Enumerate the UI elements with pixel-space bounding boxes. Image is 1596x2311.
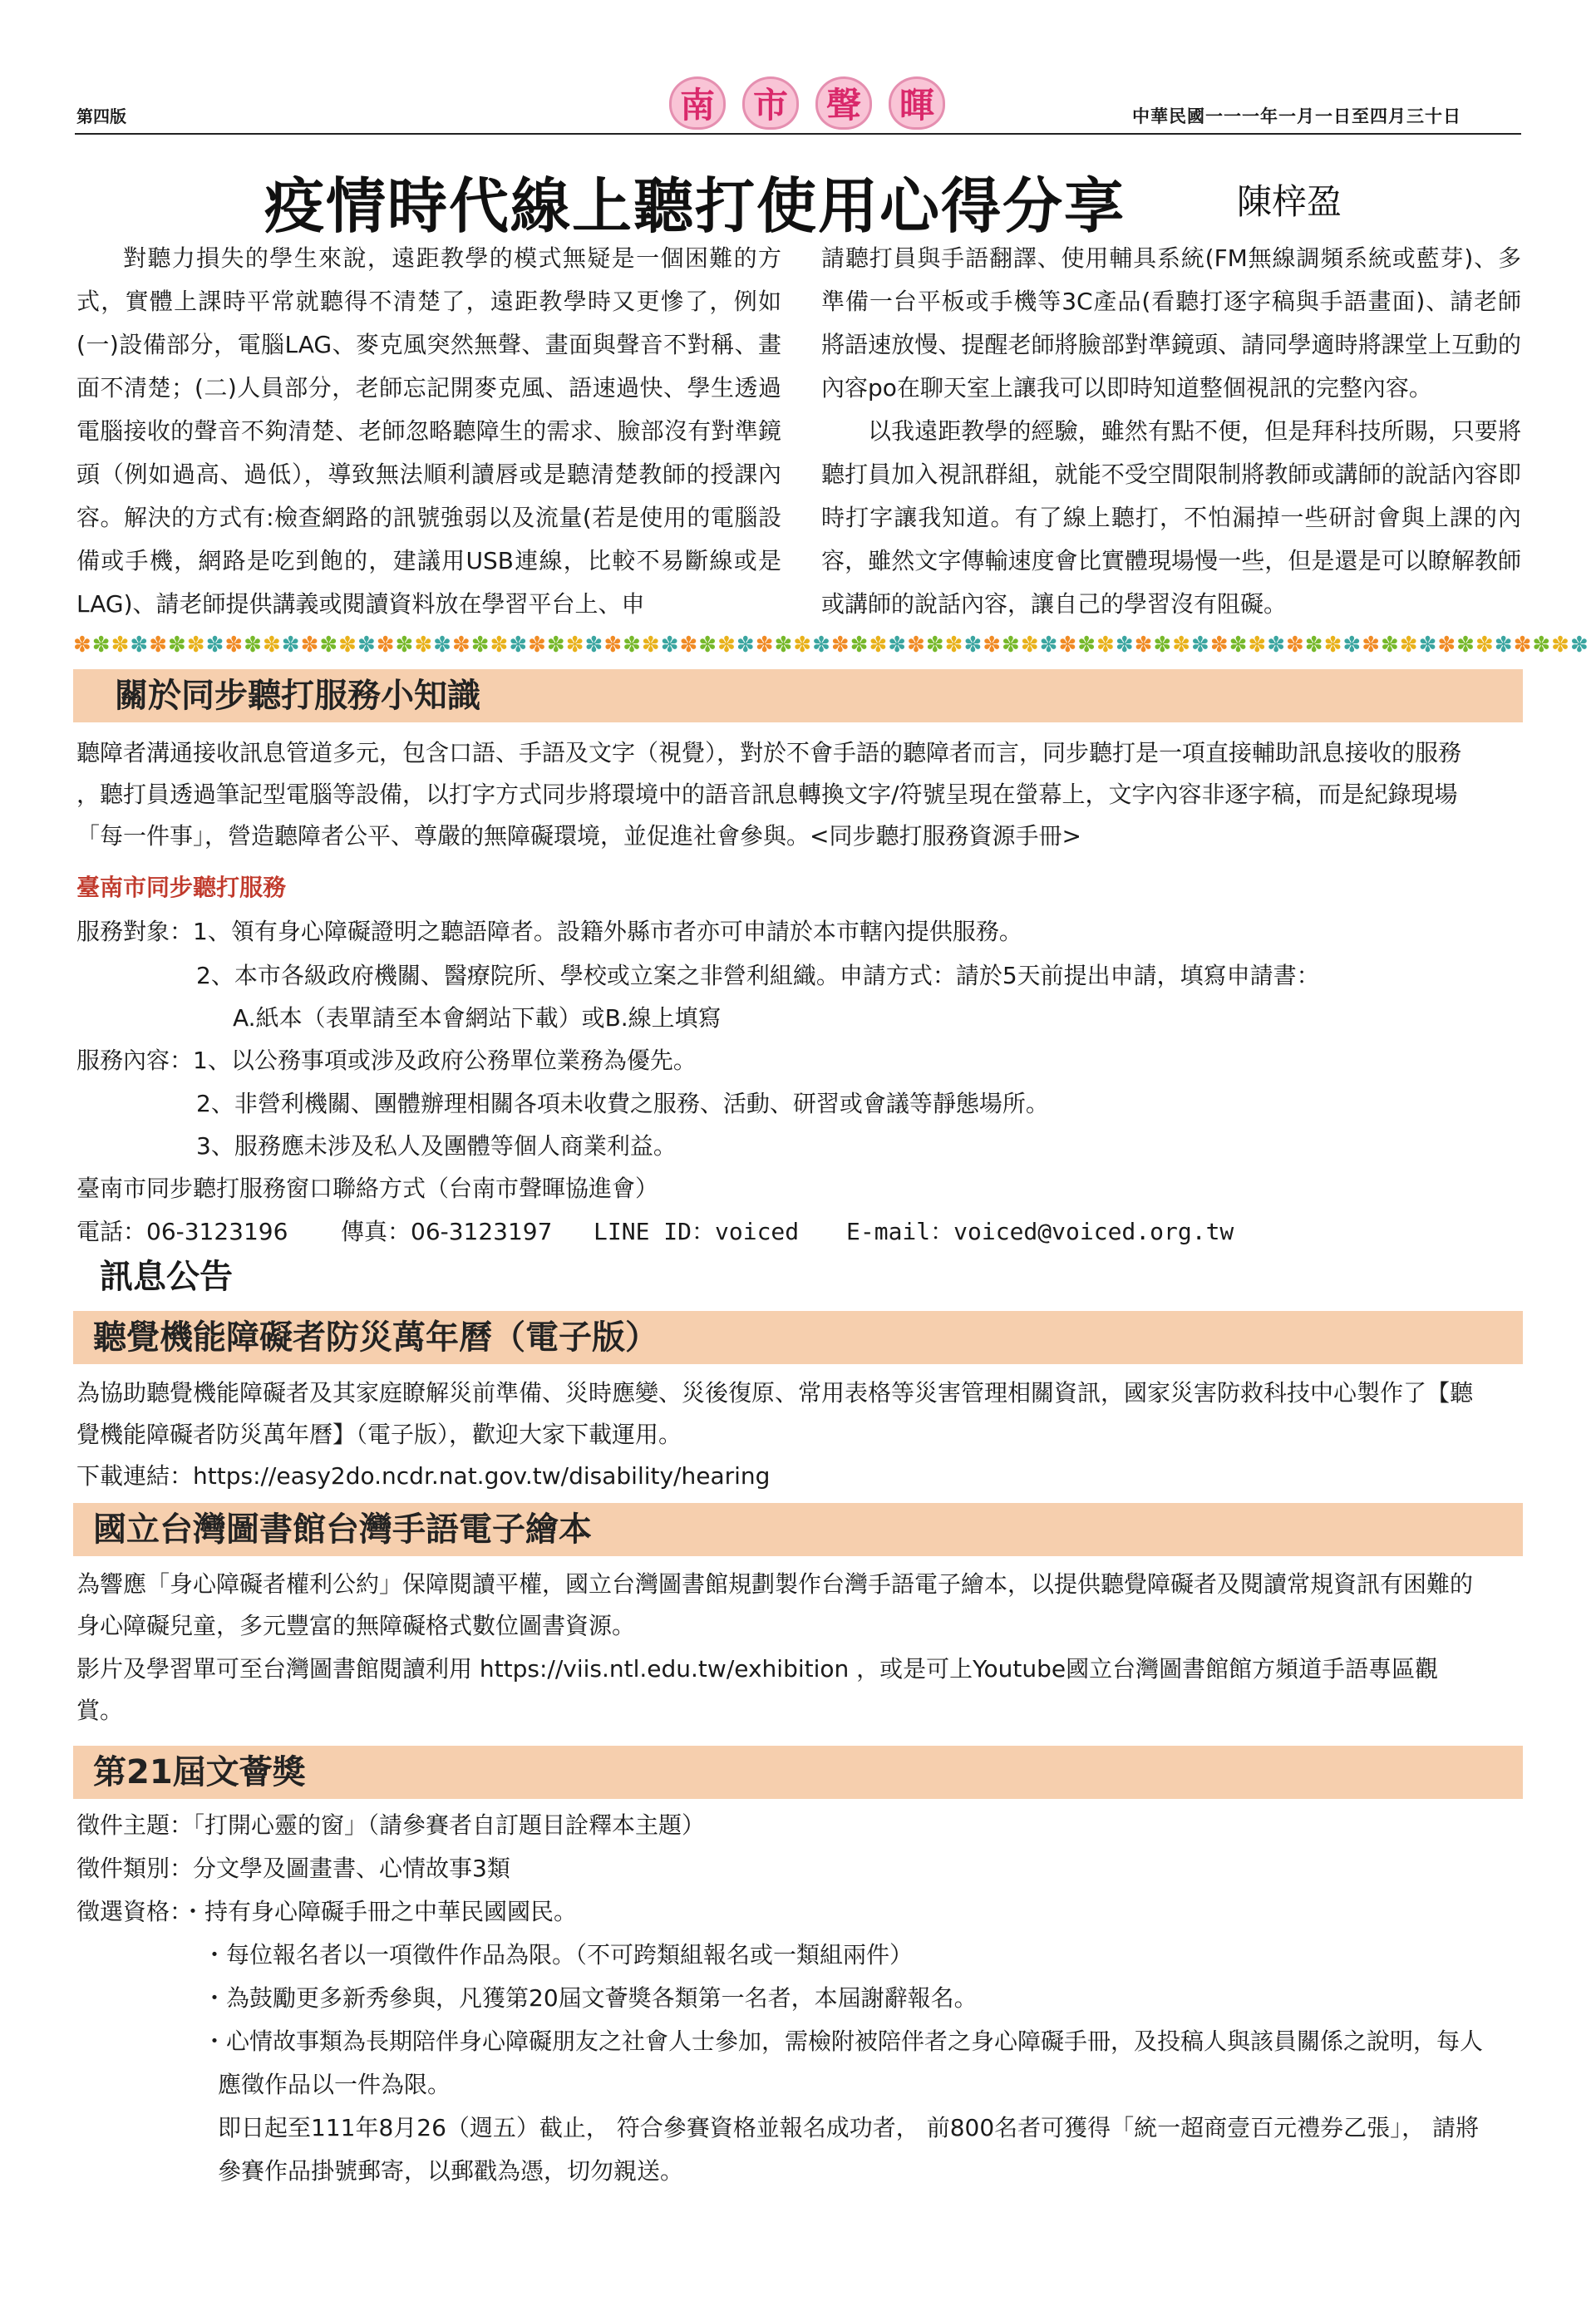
masthead: [669, 71, 943, 133]
section-text: 覺機能障礙者防災萬年曆】（電子版），歡迎大家下載運用。: [76, 1421, 682, 1448]
flower-glyph: ✽: [793, 633, 813, 658]
flower-glyph: ✽: [983, 633, 1002, 658]
flower-glyph: ✽: [1153, 633, 1173, 658]
section-text: 為響應「身心障礙者權利公約」保障閱讀平權，國立台灣圖書館規劃製作台灣手語電子繪本，以提供聽覺障礙者及閱讀常規資訊有困難的: [76, 1570, 1474, 1598]
section-text: 身心障礙兒童，多元豐富的無障礙格式數位圖書資源。: [76, 1612, 636, 1639]
flower-glyph: ✽: [1323, 633, 1343, 658]
flower-glyph: ✽: [338, 633, 357, 658]
flower-glyph: ✽: [603, 633, 623, 658]
contact-email: E-mail：voiced@voiced.org.tw: [846, 1218, 1234, 1245]
flower-glyph: ✽: [1494, 633, 1514, 658]
flower-glyph: ✽: [679, 633, 699, 658]
flower-glyph: ✽: [1418, 633, 1438, 658]
flower-glyph: ✽: [414, 633, 434, 658]
award-line: 徵選資格：・持有身心障礙手冊之中華民國國民。: [76, 1898, 578, 1925]
flower-glyph: ✽: [1115, 633, 1135, 658]
service-line: 臺南市同步聽打服務窗口聯絡方式（台南市聲暉協進會）: [76, 1175, 659, 1202]
flower-glyph: ✽: [1134, 633, 1154, 658]
article-right-column: [821, 237, 1521, 626]
flower-glyph: ✽: [130, 633, 150, 658]
section-text: 「每一件事」，營造聽障者公平、尊嚴的無障礙環境，並促進社會參與。<同步聽打服務資源手冊>: [76, 822, 1081, 850]
flower-glyph: ✽: [167, 633, 187, 658]
flower-glyph: ✽: [1532, 633, 1552, 658]
flower-glyph: ✽: [963, 633, 983, 658]
flower-glyph: ✽: [1513, 633, 1533, 658]
flower-glyph: ✽: [1551, 633, 1570, 658]
flower-glyph: ✽: [1380, 633, 1400, 658]
flower-glyph: ✽: [300, 633, 320, 658]
flower-glyph: ✽: [565, 633, 585, 658]
flower-glyph: ✽: [244, 633, 263, 658]
service-line: 3、服務應未涉及私人及團體等個人商業利益。: [196, 1132, 677, 1160]
flower-glyph: ✽: [1437, 633, 1457, 658]
flower-glyph: ✽: [1304, 633, 1324, 658]
flower-glyph: ✽: [1362, 633, 1381, 658]
section-text: 為協助聽覺機能障礙者及其家庭瞭解災前準備、災時應變、災後復原、常用表格等災害管理相關資訊，國家災害防救科技中心製作了【聽: [76, 1379, 1474, 1407]
flower-glyph: ✽: [1058, 633, 1078, 658]
flower-glyph: ✽: [376, 633, 396, 658]
flower-glyph: ✽: [1191, 633, 1210, 658]
flower-glyph: ✽: [73, 633, 92, 658]
flower-glyph: ✽: [1002, 633, 1021, 658]
article-title: 疫情時代線上聽打使用心得分享: [264, 171, 1126, 241]
flower-glyph: ✽: [1399, 633, 1419, 658]
service-line: 服務內容：1、以公務事項或涉及政府公務單位業務為優先。: [76, 1047, 697, 1074]
flower-glyph: ✽: [1039, 633, 1059, 658]
header-rule: [75, 133, 1521, 135]
publication-date: 中華民國一一一年一月一日至四月三十日: [1132, 106, 1461, 126]
article-paragraph: 以我遠距教學的經驗，雖然有點不便，但是拜科技所賜，只要將聽打員加入視訊群組，就能不受空間限制將教師或講師的說話內容即時打字讓我知道。有了線上聽打，不怕漏掉一些研討會與上課的內容，雖然文字傳輸速度會比實體現場慢一些，但是還是可以瞭解教師或講師的說話內容，讓自己的學習沒有阻礙。: [821, 417, 1521, 618]
award-line: 即日起至111年8月26（週五）截止， 符合參賽資格並報名成功者， 前800名者可獲得「統一超商壹百元禮券乙張」， 請將: [218, 2114, 1480, 2141]
flower-glyph: ✽: [1475, 633, 1495, 658]
service-line: 服務對象：1、領有身心障礙證明之聽語障者。設籍外縣市者亦可申請於本市轄內提供服務。: [76, 918, 1022, 945]
flower-glyph: ✽: [1569, 633, 1589, 658]
flower-glyph: ✽: [149, 633, 168, 658]
flower-glyph: ✽: [91, 633, 111, 658]
flower-glyph: ✽: [584, 633, 604, 658]
masthead-char-3: 聲: [815, 76, 872, 130]
flower-glyph: ✽: [774, 633, 794, 658]
article-author: 陳梓盈: [1237, 181, 1342, 222]
section-banner-disaster: 聽覺機能障礙者防災萬年曆（電子版）: [73, 1311, 1523, 1364]
flower-glyph: ✽: [736, 633, 756, 658]
flower-glyph: ✽: [1229, 633, 1249, 658]
flower-glyph: ✽: [546, 633, 566, 658]
masthead-char-1: 南: [669, 76, 726, 130]
download-link[interactable]: 下載連結：https://easy2do.ncdr.nat.gov.tw/disability/hearing: [76, 1462, 771, 1490]
flower-glyph: ✽: [433, 633, 452, 658]
flower-glyph: ✽: [925, 633, 945, 658]
award-line: 參賽作品掛號郵寄，以郵戳為憑，切勿親送。: [218, 2157, 684, 2185]
masthead-char-4: 暉: [889, 76, 945, 130]
service-title: 臺南市同步聽打服務: [76, 874, 287, 901]
news-heading: 訊息公告: [100, 1258, 233, 1296]
flower-glyph: ✽: [490, 633, 510, 658]
flower-glyph: ✽: [395, 633, 415, 658]
section-banner-library: 國立台灣圖書館台灣手語電子繪本: [73, 1503, 1523, 1556]
article-paragraph: 請聽打員與手語翻譯、使用輔具系統(FM無線調頻系統或藍芽)、多準備一台平板或手機等3C產品(看聽打逐字稿與手語畫面)、請老師將語速放慢、提醒老師將臉部對準鏡頭、請同學適時將課堂上互動的內容po在聊天室上讓我可以即時知道整個視訊的完整內容。: [821, 244, 1521, 402]
flower-glyph: ✽: [1286, 633, 1305, 658]
flower-glyph: ✽: [111, 633, 131, 658]
flower-glyph: ✽: [509, 633, 529, 658]
article-paragraph: 對聽力損失的學生來說，遠距教學的模式無疑是一個困難的方式，實體上課時平常就聽得不清楚了，遠距教學時又更慘了，例如(一)設備部分，電腦LAG、麥克風突然無聲、畫面與聲音不對稱、畫面不清楚；(二)人員部分，老師忘記開麥克風、語速過快、學生透過電腦接收的聲音不夠清楚、老師忽略聽障生的需求、臉部沒有對準鏡頭（例如過高、過低），導致無法順利讀唇或是聽清楚教師的授課內容。解決的方式有:檢查網路的訊號強弱以及流量(若是使用的電腦設備或手機，網路是吃到飽的，建議用USB連線，比較不易斷線或是LAG)、請老師提供講義或閱讀資料放在學習平台上、申: [76, 244, 781, 618]
flower-glyph: ✽: [717, 633, 736, 658]
flower-glyph: ✽: [869, 633, 889, 658]
section-banner-award: 第21屆文薈獎: [73, 1746, 1523, 1799]
masthead-char-2: 市: [742, 76, 799, 130]
section-text: 聽障者溝通接收訊息管道多元，包含口語、手語及文字（視覺），對於不會手語的聽障者而言，同步聽打是一項直接輔助訊息接收的服務: [76, 739, 1462, 766]
flower-glyph: ✽: [888, 633, 908, 658]
award-line: ・心情故事類為長期陪伴身心障礙朋友之社會人士參加，需檢附被陪伴者之身心障礙手冊，及投稿人與該員關係之說明，每人: [203, 2028, 1484, 2055]
contact-fax: 傳真：06-3123197: [341, 1218, 553, 1245]
flower-glyph: ✽: [1342, 633, 1362, 658]
award-line: 徵件類別：分文學及圖畫書、心情故事3類: [76, 1855, 510, 1882]
flower-glyph: ✽: [698, 633, 718, 658]
article-left-column: [76, 237, 781, 626]
service-line: 2、非營利機關、團體辦理相關各項未收費之服務、活動、研習或會議等靜態場所。: [196, 1090, 1049, 1117]
flower-divider: [73, 630, 1589, 660]
flower-glyph: ✽: [319, 633, 339, 658]
flower-glyph: ✽: [1248, 633, 1268, 658]
flower-glyph: ✽: [1020, 633, 1040, 658]
section-banner-captioning: 關於同步聽打服務小知識: [73, 669, 1523, 722]
flower-glyph: ✽: [528, 633, 547, 658]
flower-glyph: ✽: [470, 633, 490, 658]
flower-glyph: ✽: [262, 633, 282, 658]
flower-glyph: ✽: [1209, 633, 1229, 658]
service-line: 2、本市各級政府機關、醫療院所、學校或立案之非營利組織。申請方式：請於5天前提出申請，填寫申請書：: [196, 962, 1320, 989]
flower-glyph: ✽: [850, 633, 869, 658]
flower-glyph: ✽: [1096, 633, 1116, 658]
flower-glyph: ✽: [812, 633, 831, 658]
award-line: ・每位報名者以一項徵件作品為限。（不可跨類組報名或一類組兩件）: [203, 1941, 914, 1969]
flower-glyph: ✽: [755, 633, 775, 658]
service-line: A.紙本（表單請至本會網站下載）或B.線上填寫: [233, 1004, 722, 1032]
section-text: 賞。: [76, 1697, 124, 1724]
edition-label: 第四版: [76, 106, 126, 126]
flower-glyph: ✽: [1077, 633, 1097, 658]
flower-glyph: ✽: [944, 633, 964, 658]
flower-glyph: ✽: [623, 633, 642, 658]
award-line: 徵件主題：「打開心靈的窗」（請參賽者自訂題目詮釋本主題）: [76, 1811, 706, 1839]
flower-glyph: ✽: [1172, 633, 1192, 658]
flower-glyph: ✽: [186, 633, 206, 658]
flower-glyph: ✽: [1456, 633, 1475, 658]
flower-glyph: ✽: [1267, 633, 1286, 658]
flower-glyph: ✽: [357, 633, 377, 658]
flower-glyph: ✽: [641, 633, 661, 658]
contact-line-id: LINE ID：voiced: [594, 1218, 800, 1245]
contact-phone: 電話：06-3123196: [76, 1218, 288, 1245]
exhibition-link[interactable]: 影片及學習單可至台灣圖書館閱讀利用 https://viis.ntl.edu.tw/exhibition ，或是可上Youtube國立台灣圖書館館方頻道手語專區觀: [76, 1655, 1439, 1683]
section-text: ，聽打員透過筆記型電腦等設備，以打字方式同步將環境中的語音訊息轉換文字/符號呈現在螢幕上，文字內容非逐字稿，而是紀錄現場: [76, 781, 1458, 808]
flower-glyph: ✽: [451, 633, 471, 658]
award-line: ・為鼓勵更多新秀參與，凡獲第20屆文薈獎各類第一名者，本屆謝辭報名。: [203, 1984, 978, 2012]
flower-glyph: ✽: [830, 633, 850, 658]
flower-glyph: ✽: [224, 633, 244, 658]
award-line: 應徵作品以一件為限。: [218, 2071, 451, 2098]
flower-glyph: ✽: [907, 633, 926, 658]
flower-glyph: ✽: [281, 633, 301, 658]
flower-glyph: ✽: [660, 633, 680, 658]
flower-glyph: ✽: [205, 633, 225, 658]
